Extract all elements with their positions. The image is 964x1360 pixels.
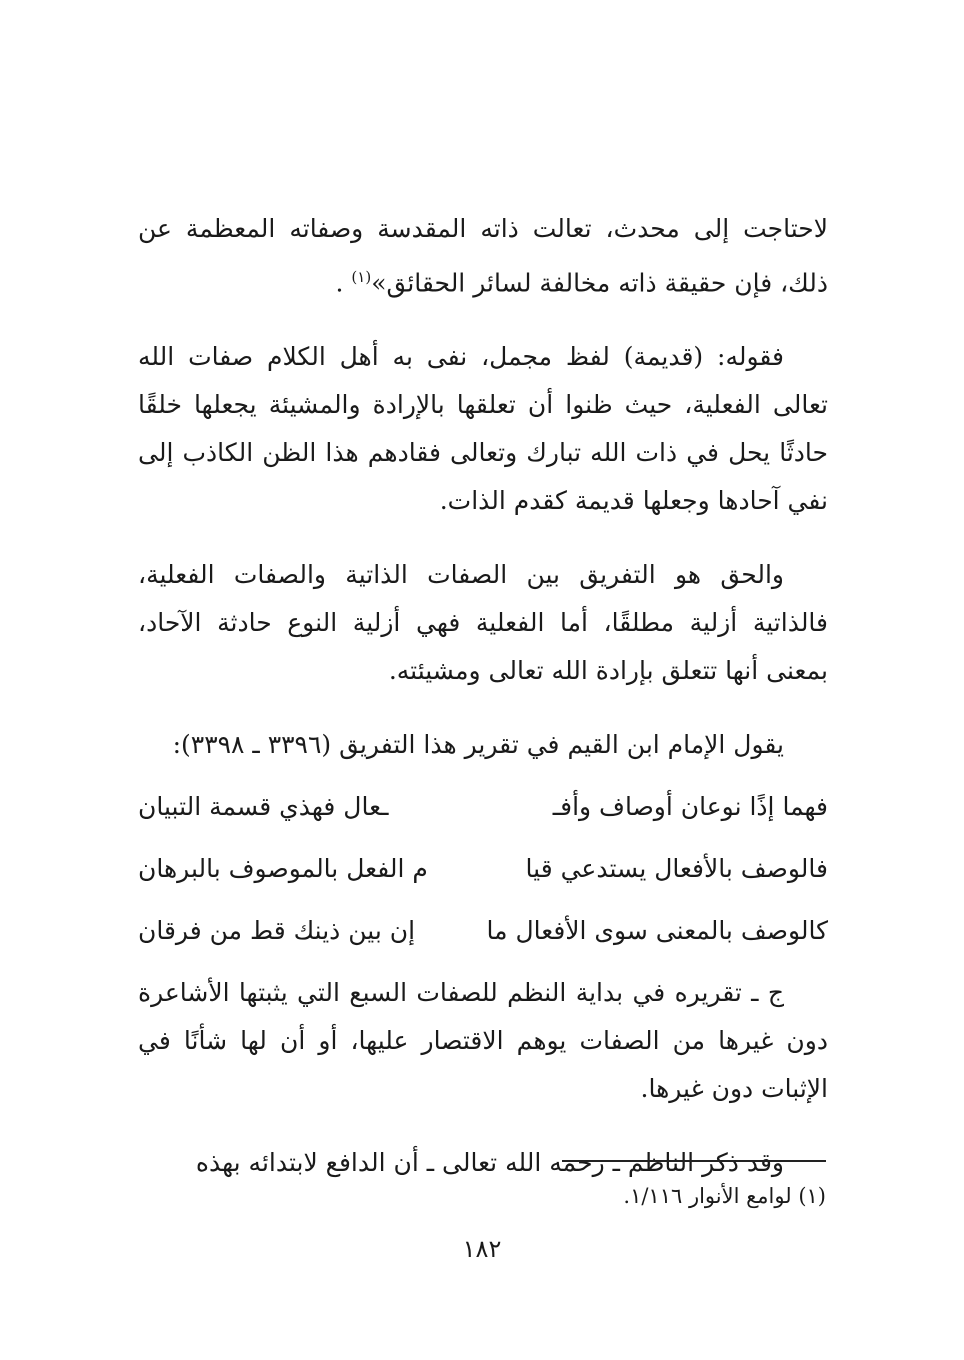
verse-line: [138, 907, 828, 969]
paragraph-1: [138, 205, 828, 307]
verse-first-hemistich: فهما إذًا نوعان أوصاف وأفـ: [552, 792, 828, 822]
verse-line: [138, 783, 828, 845]
footnote: [623, 1180, 826, 1212]
footnote-marker: (١): [798, 1184, 826, 1208]
verse-line: [138, 845, 828, 907]
page-body: [138, 205, 828, 1187]
footnote-divider: [562, 1160, 826, 1162]
footnote-reference[interactable]: (١): [351, 268, 372, 286]
verse-second-hemistich: م الفعل بالموصوف بالبرهان: [138, 854, 428, 884]
paragraph-4: ج ـ تقريره في بداية النظم للصفات السبع التي يثبتها الأشاعرة دون غيرها من الصفات يوهم الاقتصار عليها، أو أن لها شأنًا في الإثبات دون غيرها.: [138, 978, 828, 1104]
page-number: ١٨٢: [462, 1235, 502, 1263]
verse-second-hemistich: إن بين ذينك قط من فرقان: [138, 916, 416, 946]
verse-first-hemistich: كالوصف بالمعنى سوى الأفعال ما: [486, 916, 828, 946]
verse-intro: يقول الإمام ابن القيم في تقرير هذا التفريق (٣٣٩٦ ـ ٣٣٩٨):: [172, 730, 784, 760]
footnote-text: لوامع الأنوار ١/١١٦.: [623, 1184, 792, 1208]
paragraph-3: والحق هو التفريق بين الصفات الذاتية والصفات الفعلية، فالذاتية أزلية مطلقًا، أما الفعلية فهي أزلية النوع حادثة الآحاد، بمعنى أنها تتعلق بإرادة الله تعالى ومشيئته.: [138, 560, 828, 686]
verse-second-hemistich: ـعال فهذي قسمة التبيان: [138, 792, 389, 822]
paragraph-1-text: لاحتاجت إلى محدث، تعالت ذاته المقدسة وصفاته المعظمة عن ذلك، فإن حقيقة ذاته مخالفة لسائر الحقائق»: [138, 214, 828, 298]
paragraph-2: فقوله: (قديمة) لفظ مجمل، نفى به أهل الكلام صفات الله تعالى الفعلية، حيث ظنوا أن تعلقها بالإرادة والمشيئة يجعلها خلقًا حادثًا يحل في ذات الله تبارك وتعالى فقادهم هذا الظن الكاذب إلى نفي آحادها وجعلها قديمة كقدم الذات.: [138, 342, 828, 516]
paragraph-5: وقد ذكر الناظم ـ رحمه الله تعالى ـ أن الدافع لابتدائه بهذه: [195, 1148, 784, 1178]
paragraph-1-end: .: [335, 268, 352, 298]
verse-first-hemistich: فالوصف بالأفعال يستدعي قيا: [525, 854, 828, 884]
